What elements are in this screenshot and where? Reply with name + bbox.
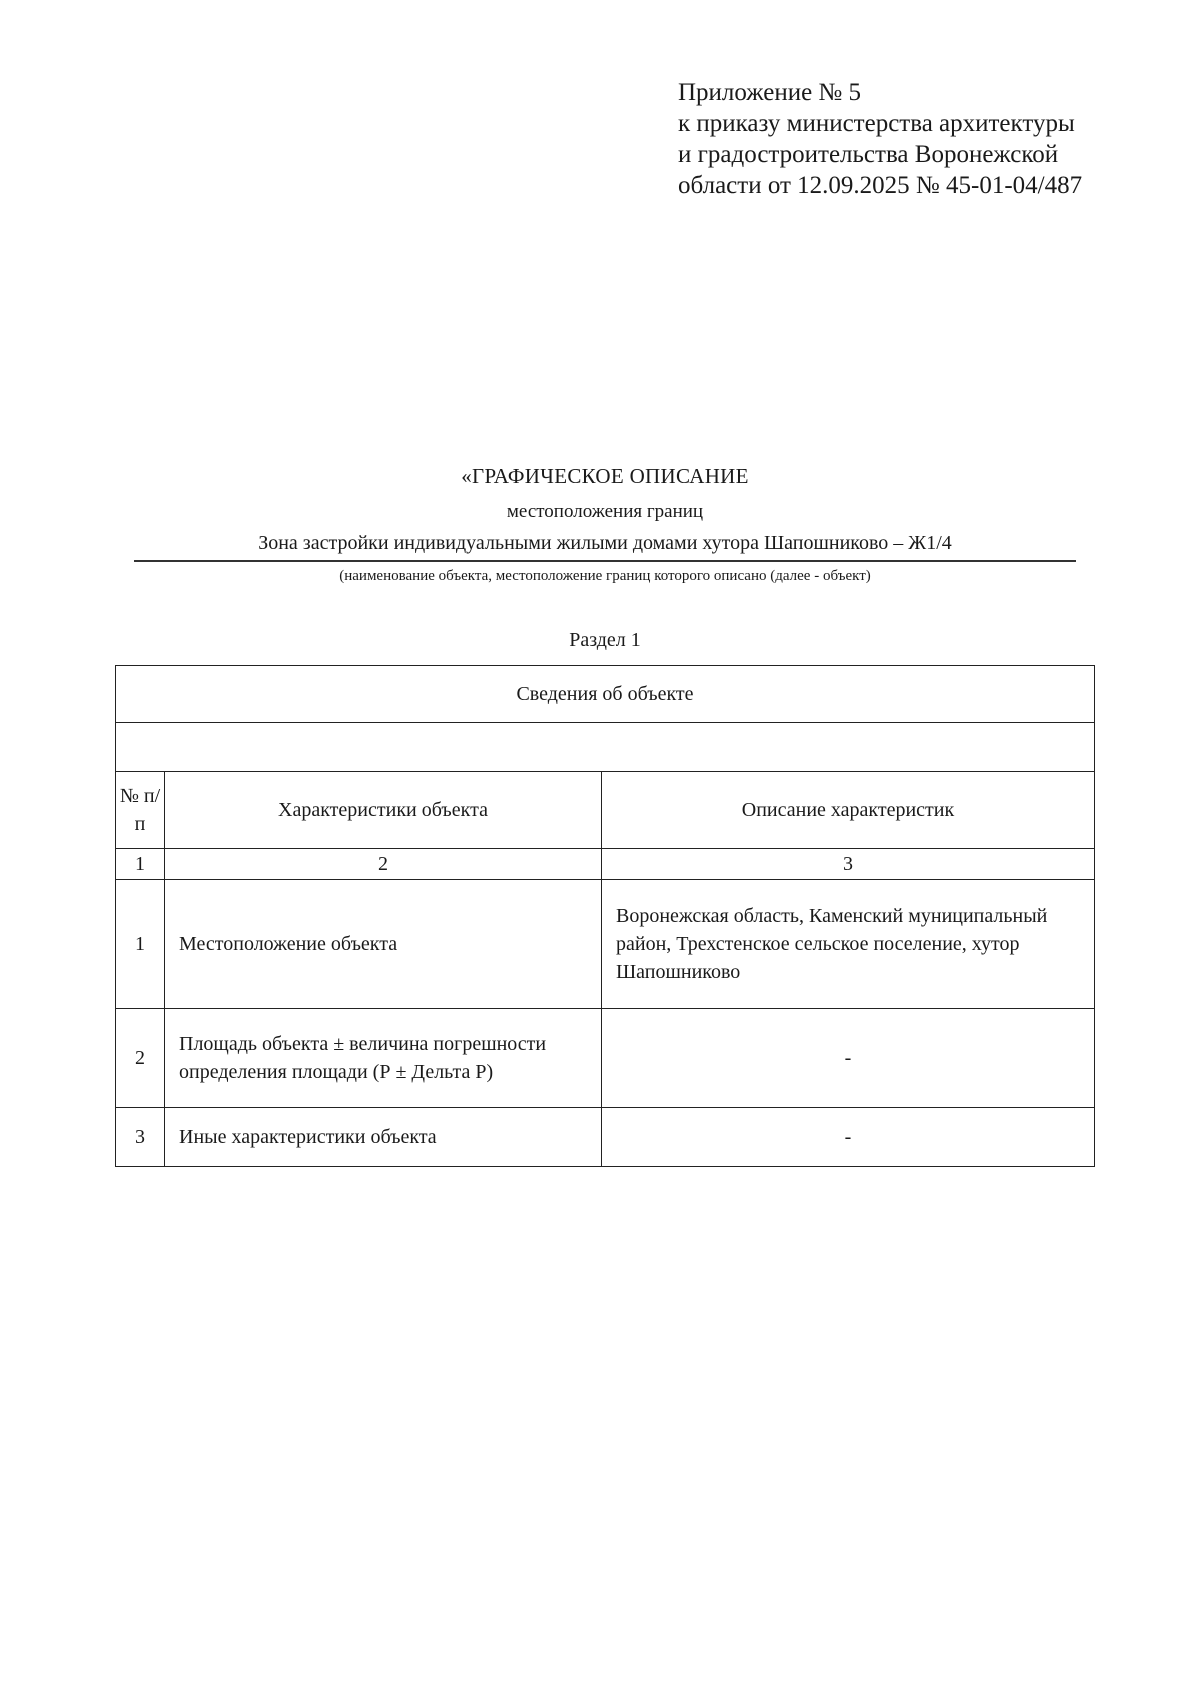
row-description: Воронежская область, Каменский муниципальный район, Трехстенское сельское поселение, хутор Шапошниково — [602, 880, 1095, 1009]
row-description: - — [602, 1108, 1095, 1167]
appendix-note — [678, 77, 1082, 201]
column-index: 3 — [602, 849, 1095, 880]
appendix-line: области от 12.09.2025 № 45-01-04/487 — [678, 172, 1083, 199]
row-characteristic: Местоположение объекта — [165, 880, 602, 1009]
column-index: 2 — [165, 849, 602, 880]
table-row — [116, 1009, 1095, 1108]
header-description: Описание характеристик — [602, 772, 1095, 849]
document-title: «ГРАФИЧЕСКОЕ ОПИСАНИЕ — [461, 464, 749, 488]
table-header-row — [116, 772, 1095, 849]
empty-cell — [116, 723, 1095, 772]
section-label: Раздел 1 — [569, 629, 641, 651]
row-characteristic: Площадь объекта ± величина погрешности определения площади (Р ± Дельта Р) — [165, 1009, 602, 1108]
row-characteristic: Иные характеристики объекта — [165, 1108, 602, 1167]
row-description: - — [602, 1009, 1095, 1108]
column-index-row — [116, 849, 1095, 880]
row-num: 2 — [116, 1009, 165, 1108]
header-num: № п/п — [116, 772, 165, 849]
table-title-row — [116, 666, 1095, 723]
appendix-line: Приложение № 5 — [678, 79, 862, 106]
table-row — [116, 880, 1095, 1009]
appendix-line: и градостроительства Воронежской — [678, 141, 1059, 168]
appendix-line: к приказу министерства архитектуры — [678, 110, 1075, 137]
header-characteristic: Характеристики объекта — [165, 772, 602, 849]
row-num: 1 — [116, 880, 165, 1009]
table-title: Сведения об объекте — [116, 666, 1095, 723]
row-num: 3 — [116, 1108, 165, 1167]
object-name: Зона застройки индивидуальными жилыми домами хутора Шапошниково – Ж1/4 — [134, 530, 1076, 562]
title-block — [134, 462, 1076, 586]
table-row — [116, 1108, 1095, 1167]
document-subtitle: местоположения границ — [506, 501, 704, 522]
object-info-table — [115, 665, 1095, 1167]
object-name-caption: (наименование объекта, местоположение границ которого описано (далее - объект) — [339, 568, 871, 584]
column-index: 1 — [116, 849, 165, 880]
table-empty-row — [116, 723, 1095, 772]
